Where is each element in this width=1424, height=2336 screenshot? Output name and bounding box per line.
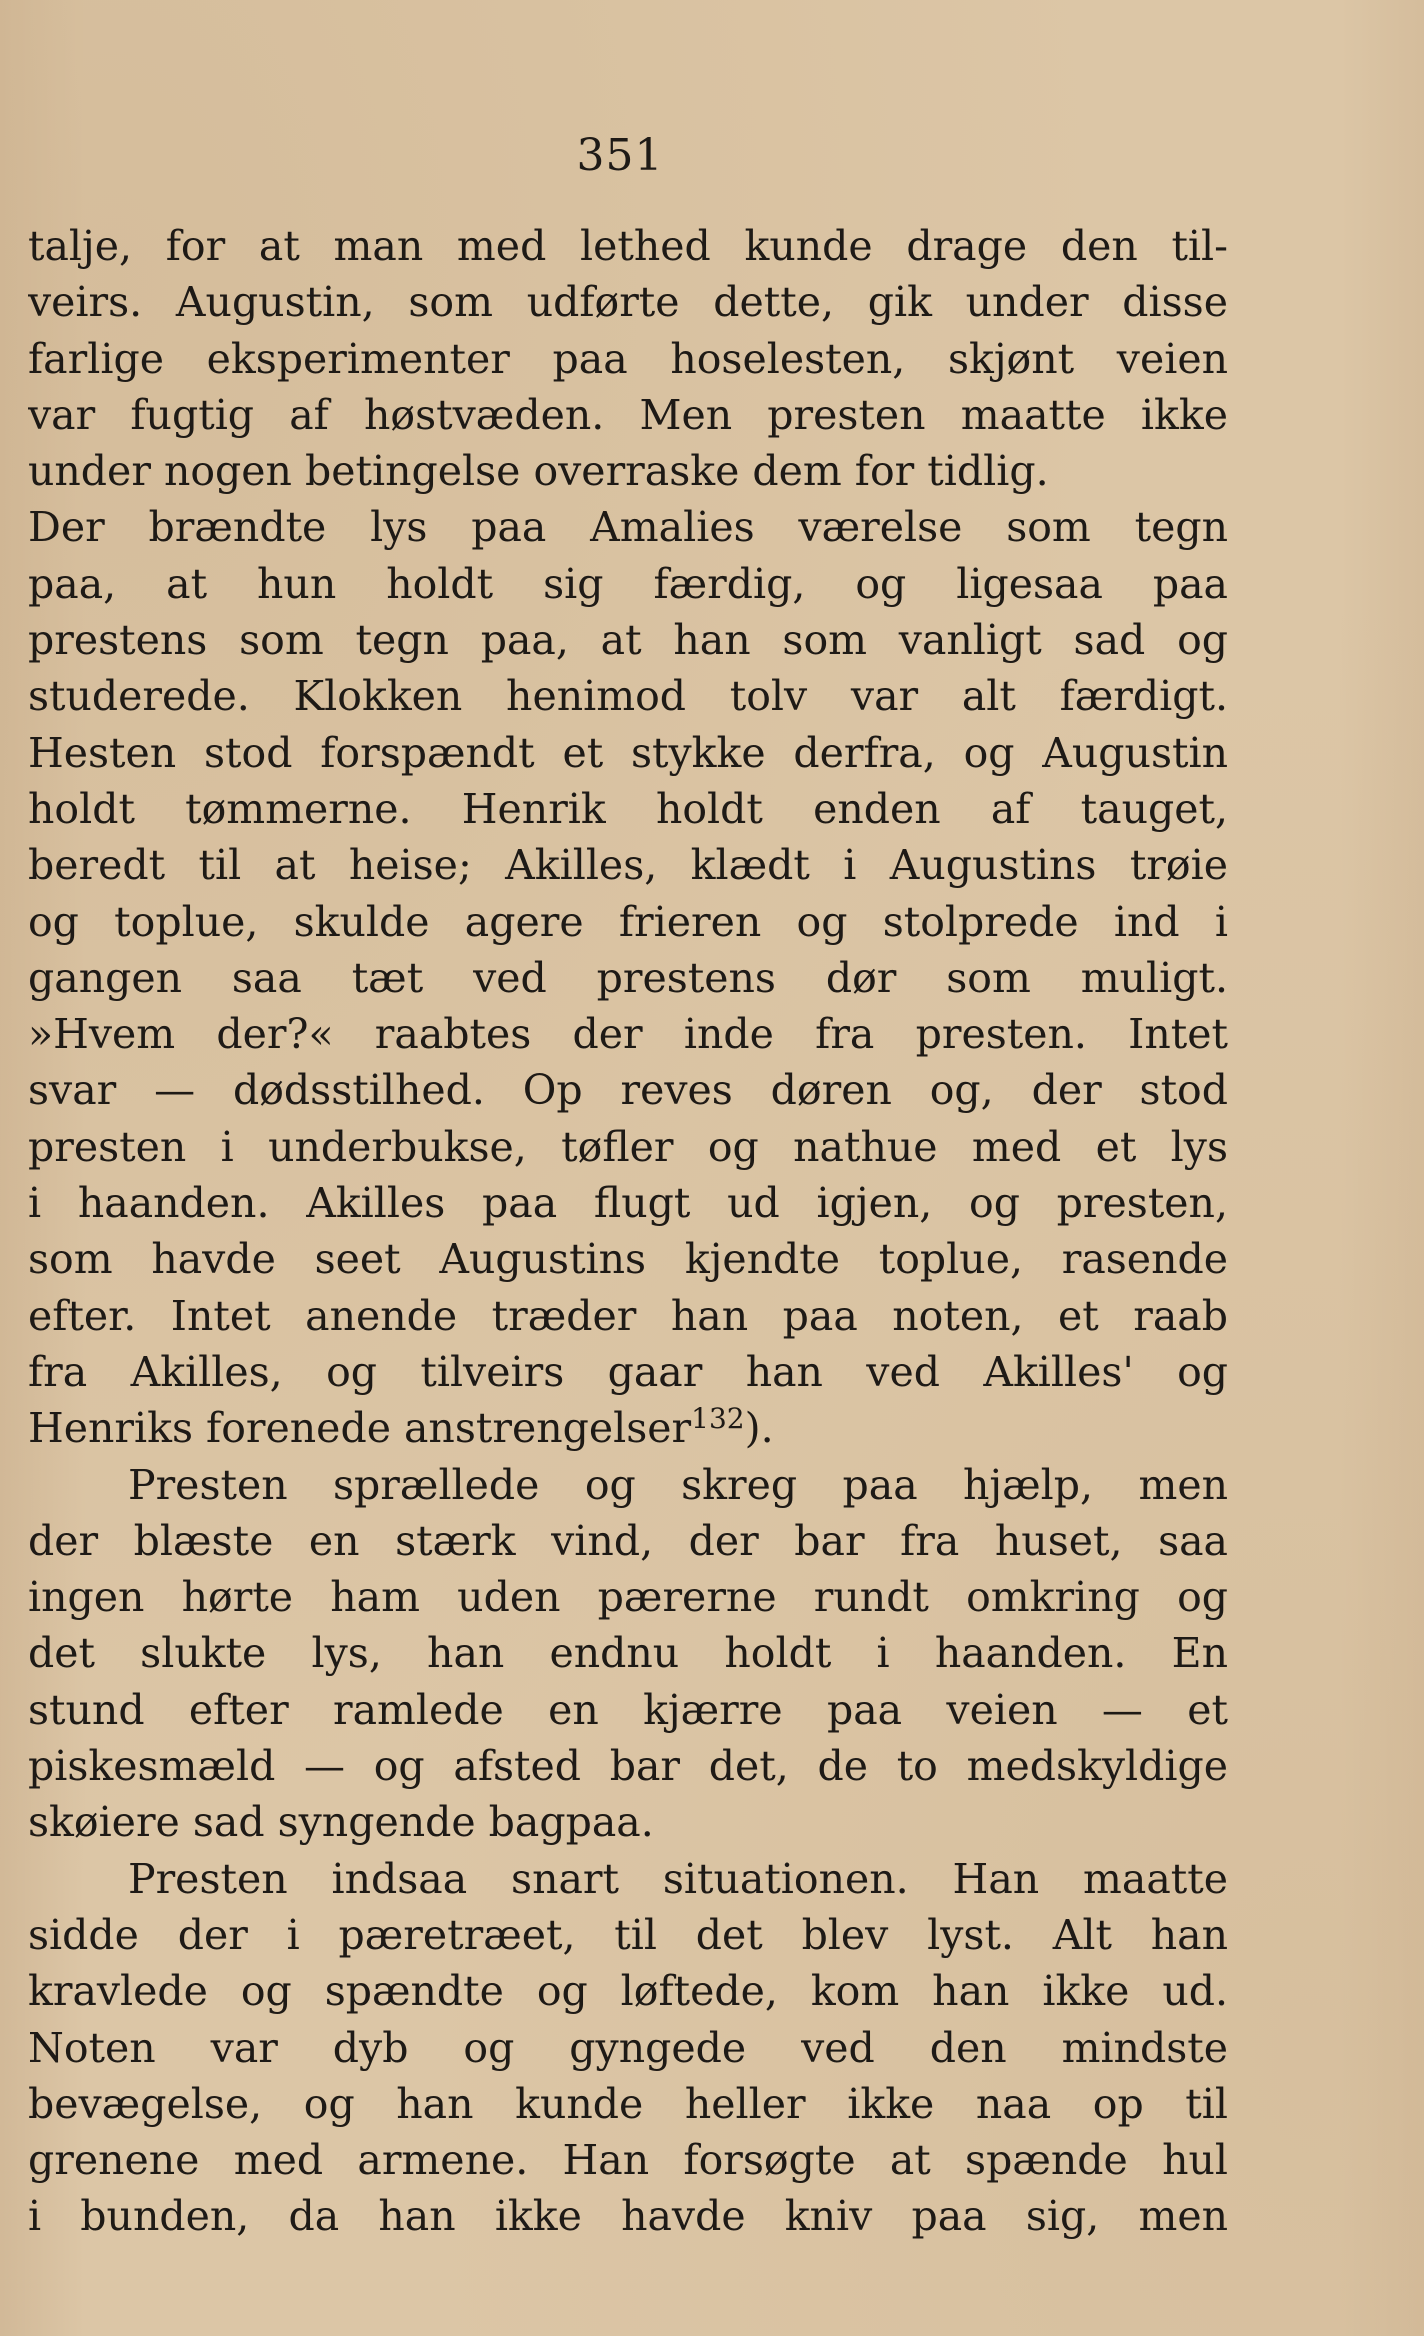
text-line: grenene med armene. Han forsøgte at spænde hul — [28, 2136, 1228, 2185]
text-line: bevægelse, og han kunde heller ikke naa op til — [28, 2079, 1228, 2128]
text-line: stund efter ramlede en kjærre paa veien — et — [28, 1685, 1228, 1734]
text-line: Noten var dyb og gyngede ved den mindste — [28, 2023, 1228, 2072]
text-line: veirs. Augustin, som udførte dette, gik under disse — [28, 278, 1228, 327]
text-line: presten i underbukse, tøfler og nathue med et lys — [28, 1122, 1228, 1171]
text-line: kravlede og spændte og løftede, kom han ikke ud. — [28, 1967, 1228, 2016]
text-line: piskesmæld — og afsted bar det, de to medskyldige — [28, 1742, 1228, 1791]
text-line: talje, for at man med lethed kunde drage den til- — [28, 222, 1228, 270]
text-line: Presten indsaa snart situationen. Han maatte — [128, 1854, 1228, 1903]
text-line: Henriks forenede anstrengelser — [28, 1404, 692, 1453]
text-line: fra Akilles, og tilveirs gaar han ved Akilles' og — [28, 1347, 1228, 1396]
text-line: holdt tømmerne. Henrik holdt enden af tauget, — [28, 784, 1228, 833]
text-line: Presten sprællede og skreg paa hjælp, men — [128, 1460, 1228, 1509]
text-line: farlige eksperimenter paa hoselesten, skjønt veien — [28, 334, 1228, 383]
footnote-closing: ). — [744, 1404, 774, 1453]
text-line: sidde der i pæretræet, til det blev lyst. Alt han — [28, 1910, 1228, 1959]
text-line: »Hvem der?« raabtes der inde fra presten. Intet — [28, 1010, 1228, 1059]
text-line: svar — dødsstilhed. Op reves døren og, der stod — [28, 1066, 1228, 1115]
text-line: paa, at hun holdt sig færdig, og ligesaa paa — [28, 559, 1228, 608]
text-line: og toplue, skulde agere frieren og stolprede ind i — [28, 897, 1228, 946]
text-line: prestens som tegn paa, at han som vanligt sad og — [28, 616, 1228, 665]
text-line: Der brændte lys paa Amalies værelse som tegn — [28, 503, 1228, 552]
text-line: skøiere sad syngende bagpaa. — [28, 1798, 654, 1847]
text-line: studerede. Klokken henimod tolv var alt færdigt. — [28, 672, 1228, 721]
text-line: efter. Intet anende træder han paa noten, et raab — [28, 1291, 1228, 1340]
text-line: i bunden, da han ikke havde kniv paa sig, men — [28, 2192, 1228, 2241]
page-number: 351 — [576, 130, 664, 181]
text-line: gangen saa tæt ved prestens dør som muligt. — [28, 953, 1228, 1002]
text-line: som havde seet Augustins kjendte toplue, rasende — [28, 1235, 1228, 1284]
text-line: der blæste en stærk vind, der bar fra huset, saa — [28, 1516, 1228, 1565]
text-line-with-footnote — [28, 1400, 1228, 1456]
text-line: under nogen betingelse overraske dem for tidlig. — [28, 447, 1049, 496]
text-line: var fugtig af høstvæden. Men presten maatte ikke — [28, 390, 1228, 439]
text-line: beredt til at heise; Akilles, klædt i Augustins trøie — [28, 841, 1228, 890]
footnote-reference: 132 — [691, 1402, 745, 1436]
text-line: det slukte lys, han endnu holdt i haanden. En — [28, 1629, 1228, 1678]
body-text — [28, 218, 1228, 2245]
text-line: i haanden. Akilles paa flugt ud igjen, og presten, — [28, 1179, 1228, 1228]
text-line: ingen hørte ham uden pærerne rundt omkring og — [28, 1573, 1228, 1622]
text-line: Hesten stod forspændt et stykke derfra, og Augustin — [28, 728, 1228, 777]
